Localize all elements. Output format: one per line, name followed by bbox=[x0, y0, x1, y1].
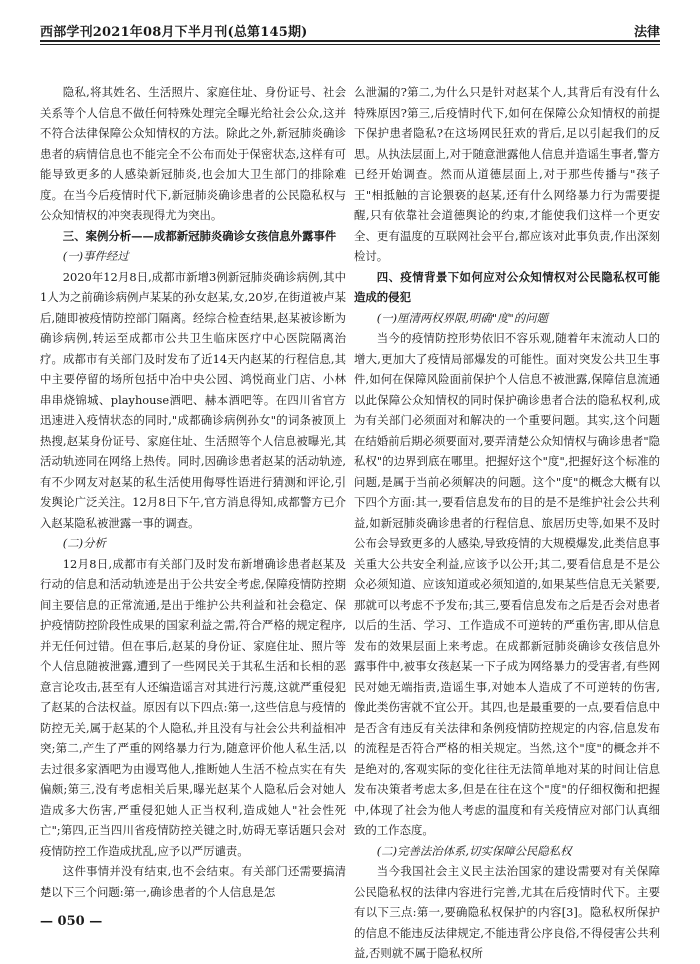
subsection-heading: (一)厘清两权界限,明确"度"的问题 bbox=[376, 310, 548, 325]
page-footer bbox=[40, 912, 660, 932]
section-label: 法律 bbox=[633, 25, 660, 40]
header-rule-thick bbox=[40, 40, 660, 42]
body-paragraph: 12月8日,成都市有关部门及时发布新增确诊患者赵某及行动的信息和活动轨迹是出于公共安全考虑,保障疫情防控期间主要信息的正常流通,是出于维护公共利益和社会稳定、保护疫情防控阶段性成果的国家利益之需,符合严格的规定程序,并无任何过错。但在事后,赵某的身份证、家庭住址、照片等个人信息随被泄露,遭到了一些网民关于其私生活和长相的恶意言论攻击,甚至有人还编造谣言对其进行污蔑,这就严重侵犯了赵某的合法权益。原因有以下四点:第一,这些信息与疫情的防控无关,属于赵某的个人隐私,并且没有与社会公共利益相冲突;第二,产生了严重的网络暴力行为,随意评价他人私生活,以去过很多家酒吧为由谩骂他人,推断她人生活不检点实在有失偏颇;第三,没有考虑相关后果,曝光赵某个人隐私后会对她人造成多大伤害,严重侵犯她人正当权利,造成她人"社会性死亡";第四,正当四川省疫情防控关键之时,妨碍无辜话题只会对疫情防控工作造成扰乱,应予以严厉谴责。 bbox=[40, 556, 346, 858]
page-header bbox=[40, 18, 660, 42]
body-paragraph: 当今我国社会主义民主法治国家的建设需要对有关保障公民隐私权的法律内容进行完善,尤其在后疫情时代下。主要有以下三点:第一,要确隐私权保护的内容[3]。隐私权所保护的信息不能违反法律规定,不能违背公序良俗,不得侵害公共利益,否则就不属于隐私权所 bbox=[354, 864, 660, 960]
publication-title: 西部学刊2021年08月下半月刊(总第145期) bbox=[40, 25, 308, 40]
section-heading: 四、疫情背景下如何应对公众知情权对公民隐私权可能造成的侵犯 bbox=[354, 269, 660, 304]
body-paragraph: 么泄漏的?第二,为什么只是针对赵某个人,其背后有没有什么特殊原因?第三,后疫情时代下,如何在保障公众知情权的前提下保护患者隐私?在这场网民狂欢的背后,足以引起我们的反思。从执法层面上,对于随意泄露他人信息并造谣生事者,警方已经开始调查。然而从道德层面上,对于那些传播与"孩子王"相抵触的言论猥亵的赵某,还有什么网络暴力行为需要提醒,只有依靠社会道德舆论的约束,才能使我们这样一个更安全、更有温度的互联网社会平台,都应该对此事负责,作出深刻检讨。 bbox=[354, 85, 660, 263]
subsection-heading: (二)分析 bbox=[62, 536, 106, 550]
body-paragraph: 2020年12月8日,成都市新增3例新冠肺炎确诊病例,其中1人为之前确诊病例卢某某的孙女赵某,女,20岁,在街道被卢某后,随即被疫情防控部门隔离。经综合检查结果,赵某被诊断为确诊病例,转运至成都市公共卫生临床医疗中心医院隔离治疗。成都市有关部门及时发布了近14天内赵某的行程信息,其中主要停留的场所包括中冶中央公园、鸿悦商业门店、小林串串烧锦城、playhouse酒吧、赫本酒吧等。在四川省官方迅速进入疫情状态的同时,"成都确诊病例孙女"的词条被顶上热搜,赵某身份证号、家庭住址、生活照等个人信息被曝光,其活动轨迹同在网络上热传。同时,因确诊患者赵某的活动轨迹,有不少网友对赵某的私生活使用侮辱性语进行猜测和评论,引发舆论广泛关注。12月8日下午,官方消息得知,成都警方已介入赵某隐私被泄露一事的调查。 bbox=[40, 269, 346, 530]
section-heading: 三、案例分析——成都新冠肺炎确诊女孩信息外露事件 bbox=[62, 228, 337, 243]
header-rule-thin bbox=[40, 44, 660, 45]
body-paragraph: 这件事情并没有结束,也不会结束。有关部门还需要搞清楚以下三个问题:第一,确诊患者的个人信息是怎 bbox=[40, 864, 346, 899]
subsection-heading: (一)事件经过 bbox=[62, 249, 129, 263]
subsection-heading: (二)完善法治体系,切实保障公民隐私权 bbox=[376, 843, 572, 858]
page-number: — 050 — bbox=[40, 914, 103, 929]
right-column bbox=[354, 82, 660, 960]
left-column bbox=[40, 82, 346, 908]
body-paragraph: 隐私,将其姓名、生活照片、家庭住址、身份证号、社会关系等个人信息不做任何特殊处理完全曝光给社会公众,这并不符合法律保障公众知情权的方法。除此之外,新冠肺炎确诊患者的病情信息也不能完全不公布而处于保密状态,这样有可能导致更多的人感染新冠肺炎,也会加大卫生部门的排除难度。在当今后疫情时代下,新冠肺炎确诊患者的公民隐私权与公众知情权的冲突表现得尤为突出。 bbox=[40, 85, 346, 222]
body-paragraph: 当今的疫情防控形势依旧不容乐观,随着年末流动人口的增大,更加大了疫情局部爆发的可能性。面对突发公共卫生事件,如何在保障风险面前保护个人信息不被泄露,保障信息流通以此保障公众知情权的同时保护确诊患者合法的隐私权利,成为有关部门必须面对和解决的一个重要问题。其实,这个问题在结婚前后期必须要面对,要弄清楚公众知情权与确诊患者"隐私权"的边界到底在哪里。把握好这个"度",把握好这个标准的问题,是属于当前必须解决的问题。这个"度"的概念大概有以下四个方面:其一,要看信息发布的目的是不是维护社会公共利益,如新冠肺炎确诊患者的行程信息、旅居历史等,如果不及时公布会导致更多的人感染,导致疫情的大规模爆发,此类信息事关重大公共安全利益,应该予以公开;其二,要看信息是不是公众必须知道、应该知道或必须知道的,如果某些信息无关紧要,那就可以考虑不予发布;其三,要看信息发布之后是否会对患者以后的生活、学习、工作造成不可逆转的严重伤害,即从信息发布的效果层面上来考虑。在成都新冠肺炎确诊女孩信息外露事件中,被事女孩赵某一下子成为网络暴力的受害者,有些网民对她无端指责,造谣生事,对她本人造成了不可逆转的伤害,像此类伤害就不宜公开。其四,也是最重要的一点,要看信息中是否含有违反有关法律和条例疫情防控规定的内容,信息发布的流程是否符合严格的相关规定。当然,这个"度"的概念并不是绝对的,客观实际的变化往往无法简单地对某的时间让信息发布决策者考虑太多,但是在往在这个"度"的仔细权衡和把握中,体现了社会为他人考虑的温度和有关疫情应对部门认真细致的工作态度。 bbox=[354, 331, 660, 837]
